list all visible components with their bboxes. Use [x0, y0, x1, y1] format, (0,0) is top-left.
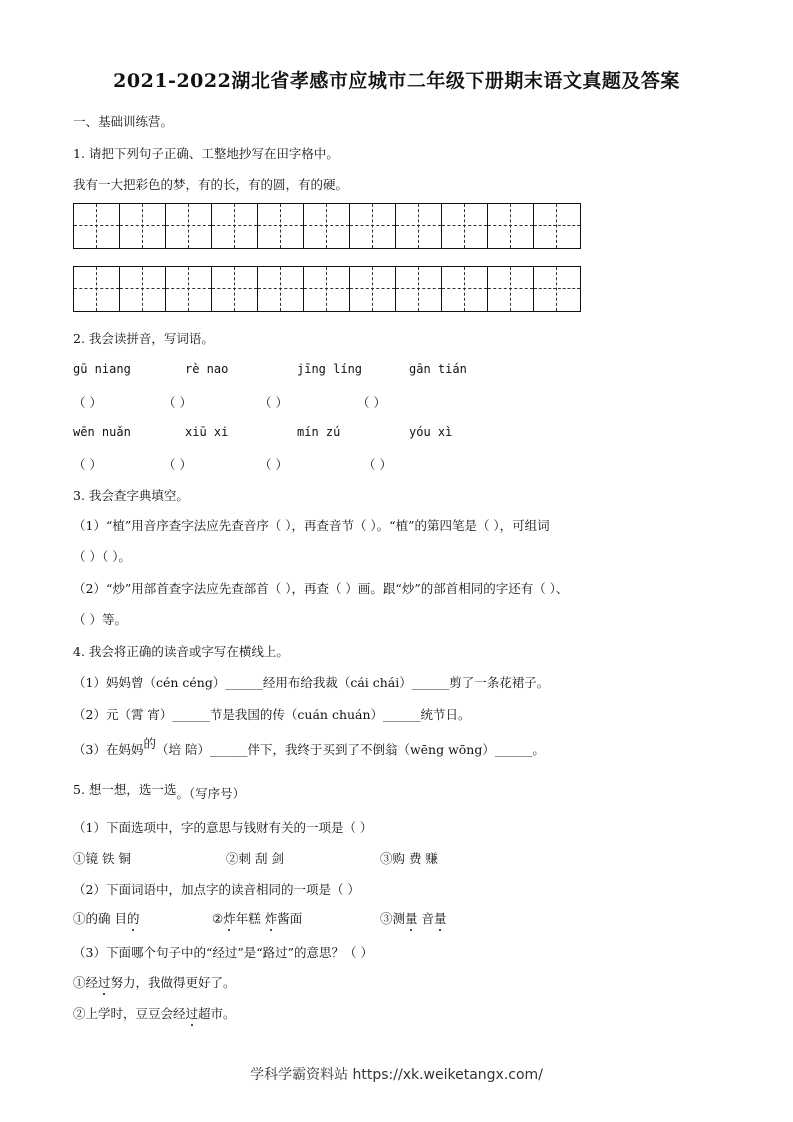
- answer-blank[interactable]: （ ）: [73, 457, 102, 472]
- pinyin-item: wēn nuǎn: [73, 425, 131, 439]
- dotted-char: 量: [434, 911, 447, 926]
- text-segment: 年糕: [235, 911, 265, 926]
- pinyin-item: jīng líng: [297, 362, 363, 376]
- superscript-char: 的: [143, 736, 156, 751]
- pinyin-item: gū niang: [73, 362, 131, 376]
- option[interactable]: [380, 909, 447, 927]
- grid-cell[interactable]: [488, 267, 534, 311]
- option[interactable]: [73, 1004, 236, 1022]
- footer-watermark: 学科学霸资料站 https://xk.weiketangx.com/: [250, 1067, 543, 1083]
- question-4-line: [73, 736, 545, 758]
- dotted-char: 过: [98, 975, 111, 990]
- grid-cell[interactable]: [120, 267, 166, 311]
- grid-cell[interactable]: [442, 267, 488, 311]
- grid-cell[interactable]: [534, 267, 580, 311]
- grid-cell[interactable]: [120, 204, 166, 248]
- dotted-char: 的: [127, 911, 140, 926]
- sub-question: （1）下面选项中，字的意思与钱财有关的一项是（ ）: [73, 820, 373, 835]
- option[interactable]: [73, 973, 236, 991]
- question-3-line: （2）“炒”用部首查字法应先查部首（ ），再查（ ）画。跟“炒”的部首相同的字还有（ ）、: [73, 581, 569, 596]
- text-segment: （培 陪）______伴下，我终于买到了不倒翁（wēng wōng）______。: [155, 742, 545, 757]
- grid-cell[interactable]: [258, 204, 304, 248]
- sub-question: （3）下面哪个句子中的“经过”是“路过”的意思？（ ）: [73, 945, 373, 960]
- pinyin-item: yóu xì: [409, 425, 453, 439]
- dotted-char: 炸: [223, 911, 236, 926]
- option[interactable]: ③购 费 赚: [380, 851, 438, 866]
- text-segment: 5. 想一想，选一选: [73, 782, 177, 797]
- grid-cell[interactable]: [350, 267, 396, 311]
- dotted-char: 炸: [264, 911, 278, 926]
- question-4-prompt: 4. 我会将正确的读音或字写在横线上。: [73, 644, 289, 659]
- pinyin-item: gān tián: [409, 362, 467, 376]
- answer-blank[interactable]: （ ）: [73, 395, 102, 410]
- option[interactable]: [73, 909, 140, 927]
- grid-cell[interactable]: [74, 267, 120, 311]
- pinyin-item: xiū xi: [185, 425, 229, 439]
- text-segment: 努力，我做得更好了。: [110, 975, 236, 990]
- grid-cell[interactable]: [396, 204, 442, 248]
- text-segment: 音: [417, 911, 435, 926]
- grid-cell[interactable]: [166, 204, 212, 248]
- grid-cell[interactable]: [396, 267, 442, 311]
- grid-cell[interactable]: [74, 204, 120, 248]
- text-segment: 超市。: [198, 1006, 236, 1021]
- page-title: 2021-2022湖北省孝感市应城市二年级下册期末语文真题及答案: [113, 70, 680, 92]
- text-segment: ③测: [380, 911, 406, 926]
- text-segment: 酱面: [277, 911, 303, 926]
- option[interactable]: [212, 909, 302, 927]
- section-heading: 一、基础训练营。: [73, 114, 174, 129]
- grid-cell[interactable]: [304, 267, 350, 311]
- pinyin-item: rè nao: [185, 362, 229, 376]
- text-segment: 。（写序号）: [176, 786, 246, 801]
- writing-grid-row-2[interactable]: [73, 266, 581, 312]
- answer-blank[interactable]: （ ）: [363, 457, 392, 472]
- grid-cell[interactable]: [442, 204, 488, 248]
- question-3-prompt: 3. 我会查字典填空。: [73, 488, 189, 503]
- text-segment: （3）在妈妈: [73, 742, 144, 757]
- pinyin-item: mín zú: [297, 425, 341, 439]
- sub-question: （2）下面词语中，加点字的读音相同的一项是（ ）: [73, 882, 360, 897]
- option[interactable]: ②刺 刮 剑: [226, 851, 284, 866]
- grid-cell[interactable]: [166, 267, 212, 311]
- writing-grid-row-1[interactable]: [73, 203, 581, 249]
- answer-blank[interactable]: （ ）: [163, 395, 192, 410]
- text-segment: ①经: [73, 975, 99, 990]
- answer-blank[interactable]: （ ）: [259, 457, 288, 472]
- question-3-line: （ ）等。: [73, 612, 127, 627]
- dotted-char: 过: [185, 1006, 199, 1021]
- grid-cell[interactable]: [258, 267, 304, 311]
- answer-blank[interactable]: （ ）: [163, 457, 192, 472]
- question-5-prompt: [73, 780, 246, 801]
- answer-blank[interactable]: （ ）: [259, 395, 288, 410]
- text-segment: ②上学时，豆豆会经: [73, 1006, 186, 1021]
- text-segment: ①的: [73, 911, 99, 926]
- grid-cell[interactable]: [350, 204, 396, 248]
- question-3-line: （1）“植”用音序查字法应先查音序（ ），再查音节（ ）。“植”的第四笔是（ ），可组词: [73, 518, 550, 533]
- grid-cell[interactable]: [488, 204, 534, 248]
- grid-cell[interactable]: [212, 267, 258, 311]
- option[interactable]: ①镜 铁 铜: [73, 851, 131, 866]
- question-2-prompt: 2. 我会读拼音，写词语。: [73, 331, 214, 346]
- grid-cell[interactable]: [534, 204, 580, 248]
- question-1-sentence: 我有一大把彩色的梦，有的长，有的圆，有的硬。: [73, 177, 349, 192]
- grid-cell[interactable]: [212, 204, 258, 248]
- question-4-line: （2）元（霄 宵）______节是我国的传（cuán chuán）______统节日。: [73, 707, 471, 722]
- question-4-line: （1）妈妈曾（cén céng）______经用布给我裁（cái chái）______剪了一条花裙子。: [73, 675, 550, 690]
- answer-blank[interactable]: （ ）: [357, 395, 386, 410]
- grid-cell[interactable]: [304, 204, 350, 248]
- text-segment: 确 目: [98, 911, 127, 926]
- question-3-line: （ ）（ ）。: [73, 549, 131, 564]
- question-1-prompt: 1. 请把下列句子正确、工整地抄写在田字格中。: [73, 146, 339, 161]
- dotted-char: 量: [405, 911, 418, 926]
- text-segment: ②: [212, 911, 224, 926]
